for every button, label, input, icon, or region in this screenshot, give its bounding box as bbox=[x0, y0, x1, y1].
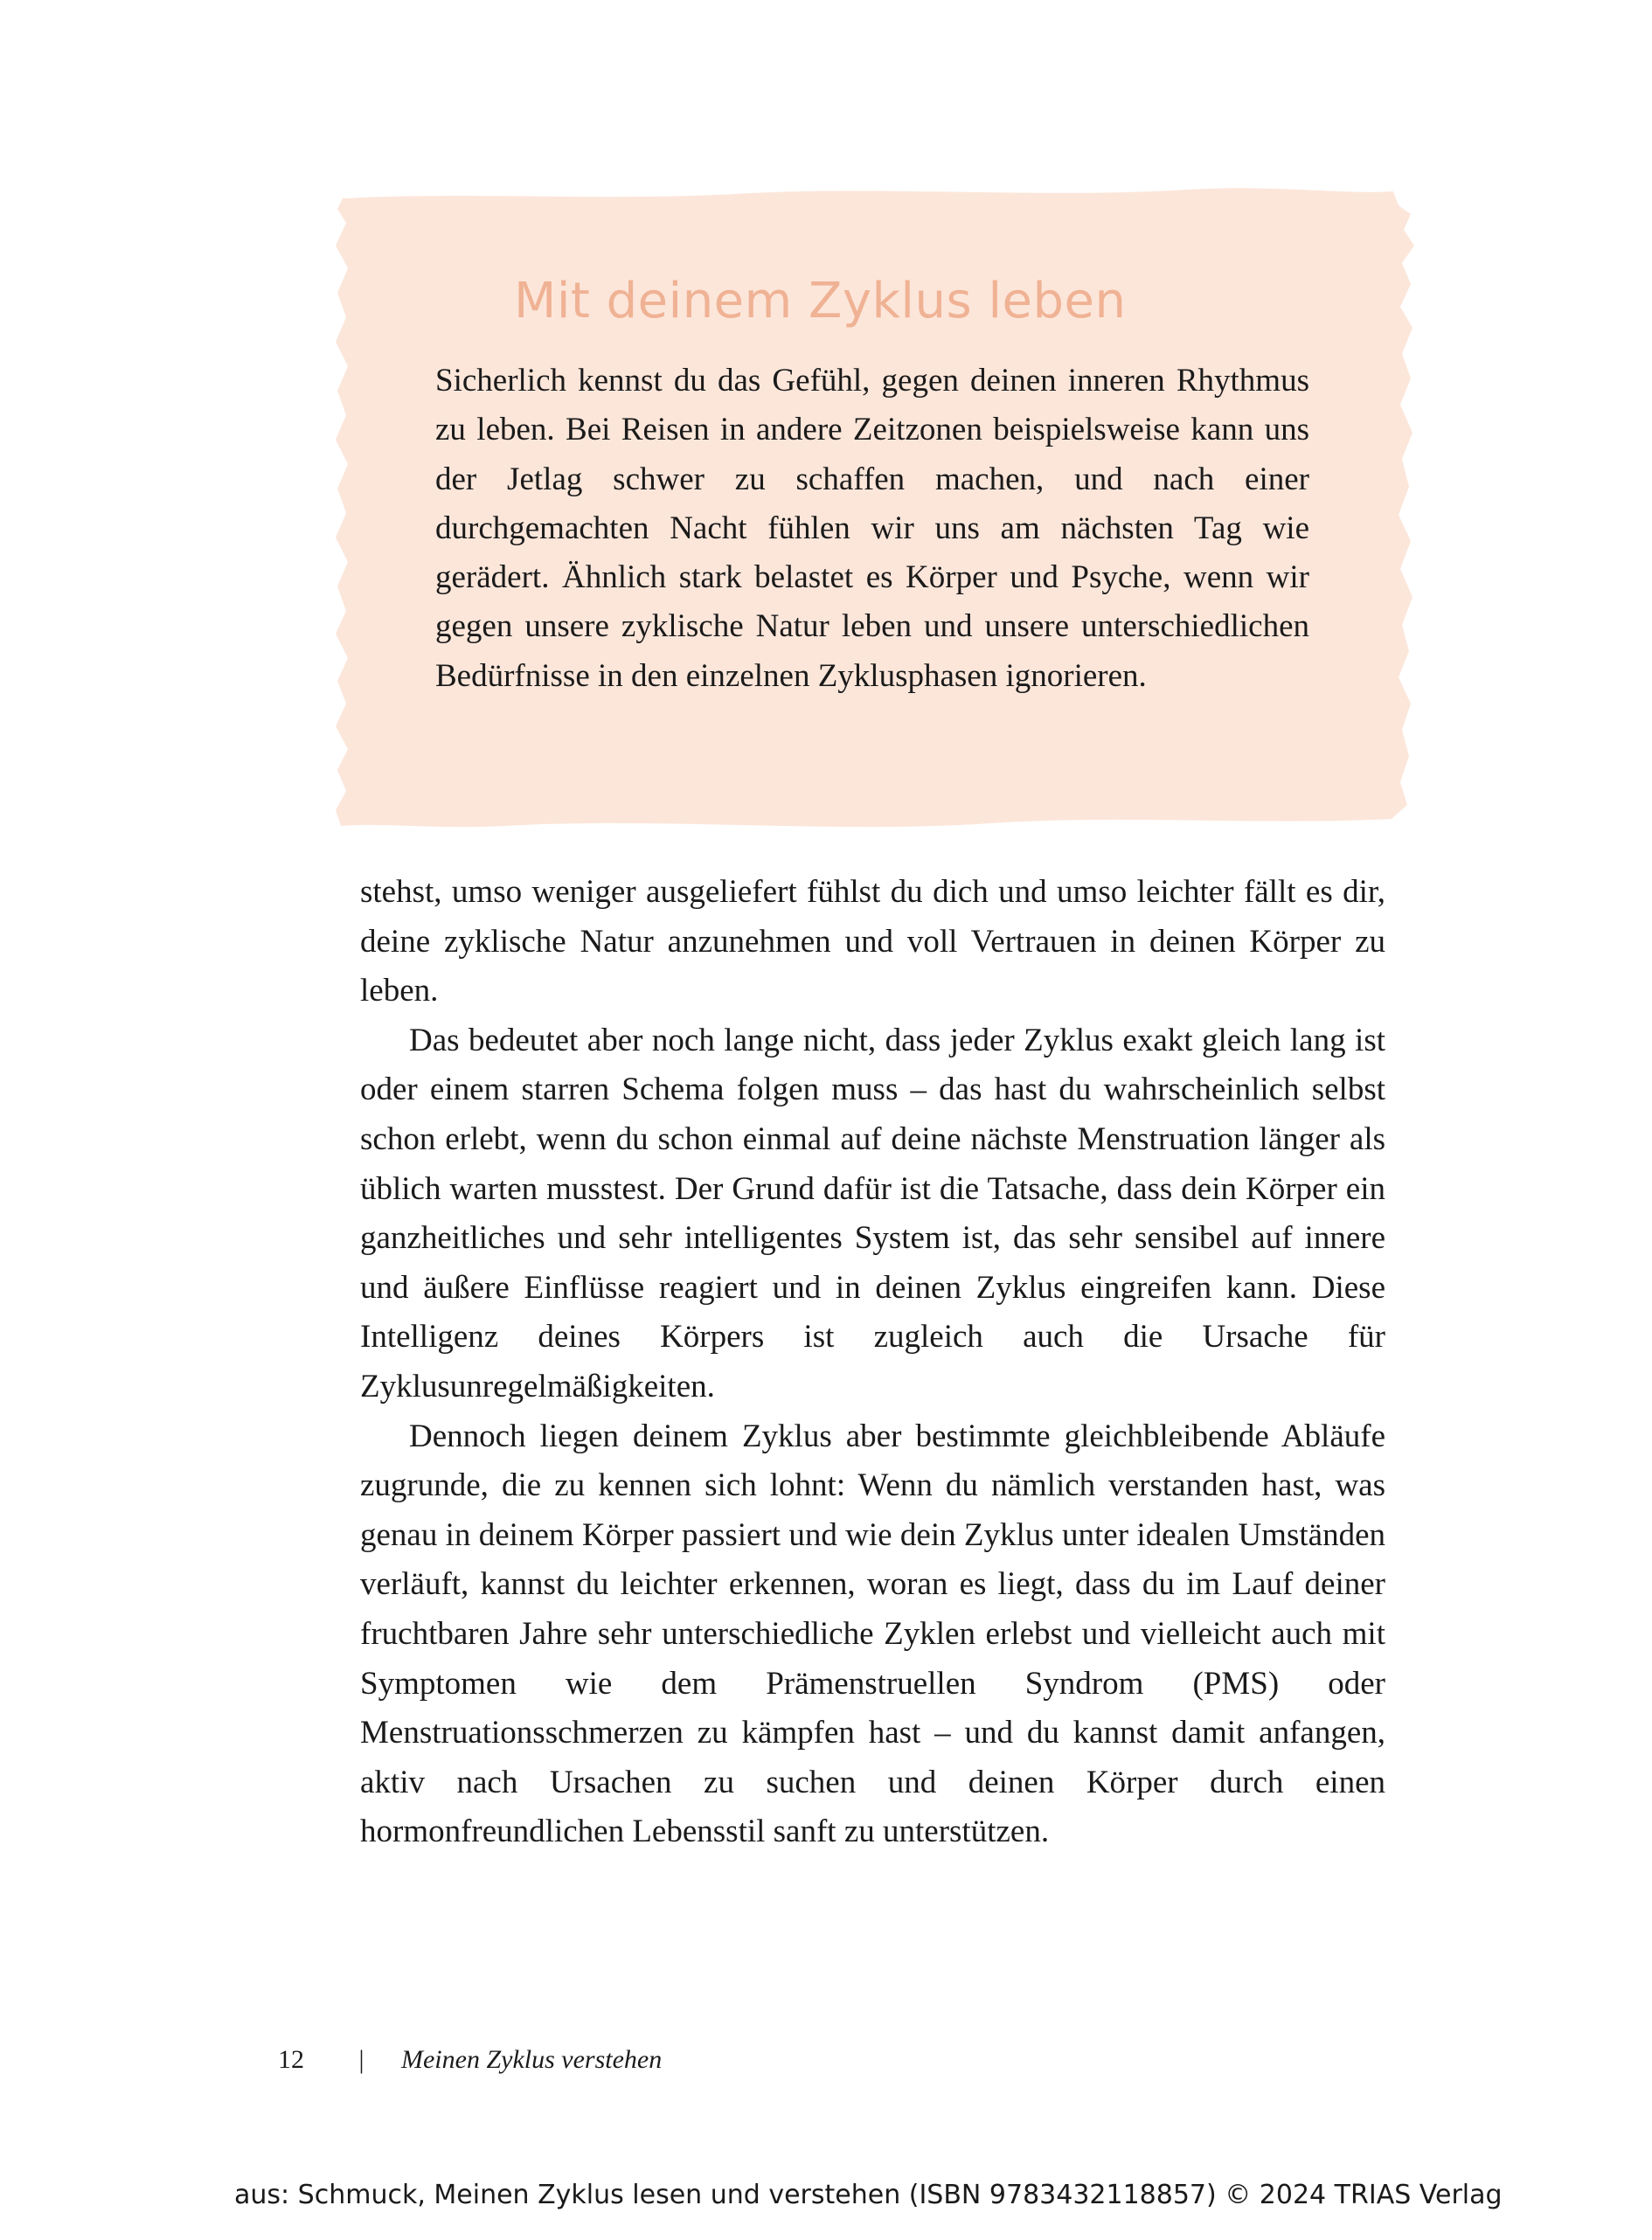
paragraph: stehst, umso weniger ausgeliefert fühlst du dich und umso leichter fällt es dir, deine zyklische Natur anzunehmen und voll Vertrauen in deinen Körper zu leben. bbox=[360, 874, 1385, 1009]
page-footer bbox=[278, 2045, 662, 2075]
running-title: Meinen Zyklus verstehen bbox=[401, 2045, 663, 2074]
footer-separator: | bbox=[358, 2045, 364, 2074]
page-number: 12 bbox=[278, 2045, 304, 2074]
source-citation: aus: Schmuck, Meinen Zyklus lesen und verstehen (ISBN 9783432118857) © 2024 TRIAS Verlag bbox=[234, 2180, 1503, 2210]
body-text bbox=[360, 868, 1385, 1857]
paragraph: Das bedeutet aber noch lange nicht, dass jeder Zyklus exakt gleich lang ist oder einem starren Schema folgen muss – das hast du wahrscheinlich selbst schon erlebt, wenn du schon einmal auf deine nächste Menstruation länger als üblich warten musstest. Der Grund dafür ist die Tatsache, dass dein Körper ein ganzheitliches und sehr intelligentes System ist, das sehr sensibel auf innere und äußere Einflüsse reagiert und in deinen Zyklus eingreifen kann. Diese Intelligenz deines Körpers ist zugleich auch die Ursache für Zyklusunregelmäßigkeiten. bbox=[360, 1022, 1385, 1404]
box-text: Sicherlich kennst du das Gefühl, gegen deinen inneren Rhythmus zu leben. Bei Reisen in andere Zeitzonen beispielsweise kann uns der Jetlag schwer zu schaffen machen, und nach einer durchgemachten Nacht fühlen wir uns am nächsten Tag wie gerädert. Ähnlich stark belastet es Körper und Psyche, wenn wir gegen unsere zyklische Natur leben und unsere unterschiedlichen Bedürfnisse in den einzelnen Zyklusphasen ignorieren. bbox=[435, 363, 1309, 694]
paragraph: Dennoch liegen deinem Zyklus aber bestimmte gleichbleibende Abläufe zugrunde, die zu kennen sich lohnt: Wenn du nämlich verstanden hast, was genau in deinem Körper passiert und wie dein Zyklus unter idealen Umständen verläuft, kannst du leichter erkennen, woran es liegt, dass du im Lauf deiner fruchtbaren Jahre sehr unterschiedliche Zyklen erlebst und vielleicht auch mit Symptomen wie dem Prämenstruellen Syndrom (PMS) oder Menstruationsschmerzen zu kämpfen hast – und du kannst damit anfangen, aktiv nach Ursachen zu suchen und deinen Körper durch einen hormonfreundlichen Lebensstil sanft zu unterstützen. bbox=[360, 1418, 1385, 1850]
box-title: Mit deinem Zyklus leben bbox=[514, 273, 1127, 329]
